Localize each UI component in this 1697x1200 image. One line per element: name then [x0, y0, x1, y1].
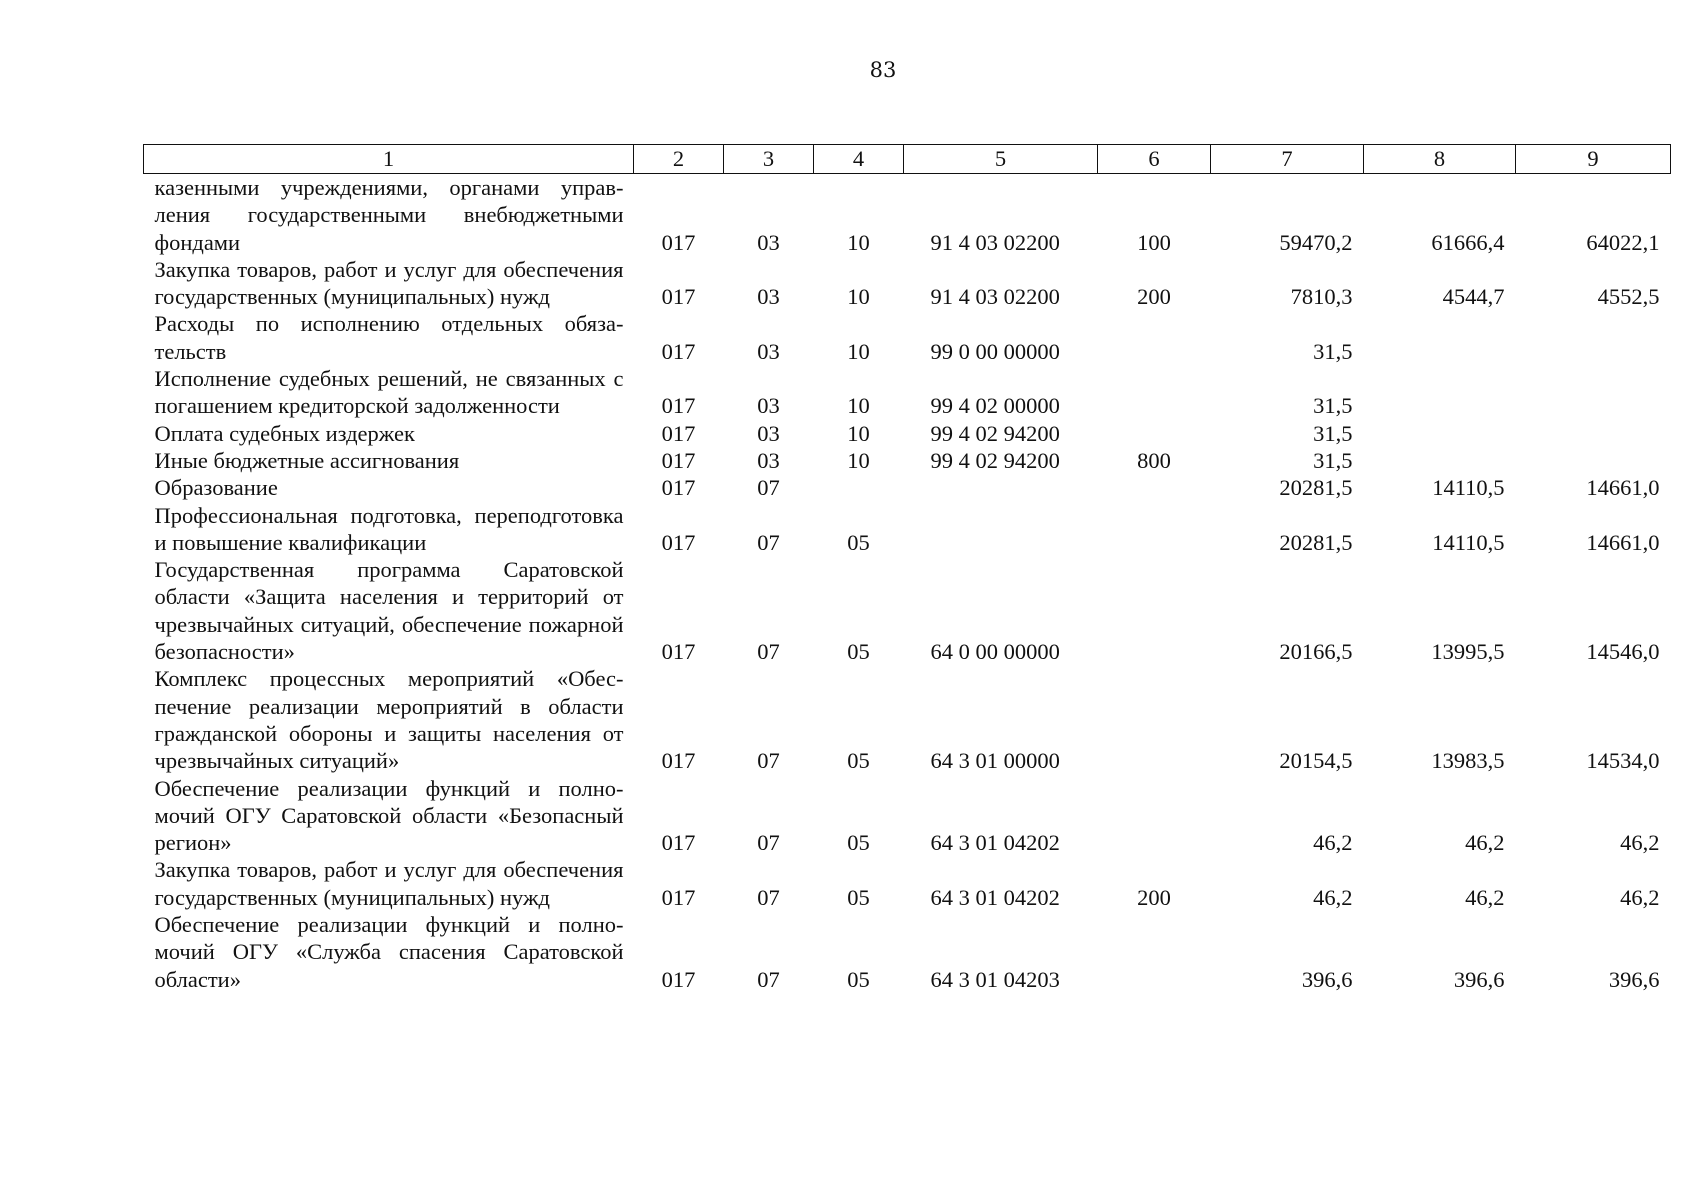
row-name: Комплекс процессных мероприятий «Обеспечение реализации мероприятий в области гражданской обороны и защиты населения от чрезвычайных ситуаций» — [154, 666, 624, 774]
row-expense-type — [1098, 420, 1211, 447]
row-section: 07 — [757, 830, 780, 856]
row-ved: 017 — [661, 639, 696, 665]
row-amount-9: 46,2 — [1620, 884, 1660, 910]
row-subsection: 10 — [847, 393, 870, 419]
header-cell-9: 9 — [1516, 145, 1671, 174]
row-target-article — [904, 474, 1098, 501]
row-ved: 017 — [661, 748, 696, 774]
row-subsection: 10 — [847, 420, 870, 446]
row-expense-type — [1098, 911, 1211, 993]
row-target-article: 64 3 01 04202 — [930, 830, 1060, 856]
row-target-article: 64 3 01 00000 — [930, 748, 1060, 774]
row-amount-9 — [1516, 365, 1671, 420]
row-name: Обеспечение реализации функций и полномочий ОГУ «Служба спасения Саратовской области» — [154, 912, 624, 992]
row-amount-8: 14110,5 — [1432, 475, 1505, 501]
row-subsection: 05 — [847, 884, 870, 910]
row-amount-7: 31,5 — [1313, 393, 1353, 419]
table-row — [144, 256, 1671, 311]
header-row — [144, 145, 1671, 174]
row-amount-8 — [1364, 365, 1516, 420]
budget-table — [143, 144, 1671, 993]
row-expense-type — [1098, 665, 1211, 774]
row-amount-9: 4552,5 — [1597, 284, 1660, 310]
row-amount-9: 46,2 — [1620, 830, 1660, 856]
table-row — [144, 911, 1671, 993]
table-row — [144, 474, 1671, 501]
row-target-article: 91 4 03 02200 — [930, 284, 1060, 310]
row-amount-9: 14661,0 — [1586, 529, 1660, 555]
row-expense-type — [1098, 556, 1211, 665]
row-amount-9: 14661,0 — [1586, 475, 1660, 501]
row-amount-9 — [1516, 447, 1671, 474]
row-section: 03 — [757, 284, 780, 310]
table-body — [144, 174, 1671, 993]
row-name: Обеспечение реализации функций и полномочий ОГУ Саратовской области «Безопасный регион» — [154, 775, 624, 856]
row-amount-8: 396,6 — [1453, 966, 1505, 992]
header-cell-4: 4 — [814, 145, 904, 174]
row-amount-9: 64022,1 — [1586, 229, 1660, 255]
row-ved: 017 — [661, 393, 696, 419]
row-name: Образование — [154, 475, 278, 501]
row-target-article: 64 3 01 04202 — [930, 884, 1060, 910]
row-ved: 017 — [661, 966, 696, 992]
table-row — [144, 556, 1671, 665]
row-expense-type — [1098, 502, 1211, 557]
row-expense-type: 100 — [1137, 229, 1171, 255]
row-subsection: 05 — [847, 830, 870, 856]
row-section: 07 — [757, 748, 780, 774]
row-target-article: 99 4 02 00000 — [930, 393, 1060, 419]
row-amount-8: 4544,7 — [1442, 284, 1505, 310]
row-amount-7: 59470,2 — [1279, 229, 1353, 255]
row-target-article: 99 4 02 94200 — [930, 447, 1060, 473]
row-amount-7: 7810,3 — [1290, 284, 1353, 310]
row-subsection — [814, 474, 904, 501]
row-target-article — [904, 502, 1098, 557]
row-name: Закупка товаров, работ и услуг для обеспечения государственных (муниципальных) нужд — [154, 857, 624, 910]
row-subsection: 10 — [847, 229, 870, 255]
row-name: Профессиональная подготовка, переподготовка и повышение квалификации — [154, 502, 624, 555]
table-row — [144, 447, 1671, 474]
row-expense-type: 200 — [1137, 284, 1171, 310]
table-row — [144, 502, 1671, 557]
table-row — [144, 856, 1671, 911]
row-amount-7: 46,2 — [1313, 884, 1353, 910]
row-section: 07 — [757, 966, 780, 992]
row-amount-7: 20154,5 — [1279, 748, 1353, 774]
row-amount-7: 31,5 — [1313, 420, 1353, 446]
row-amount-7: 31,5 — [1313, 447, 1353, 473]
row-section: 03 — [757, 229, 780, 255]
row-amount-7: 46,2 — [1313, 830, 1353, 856]
row-subsection: 05 — [847, 748, 870, 774]
row-section: 07 — [757, 639, 780, 665]
row-amount-8: 46,2 — [1465, 884, 1505, 910]
row-target-article: 91 4 03 02200 — [930, 229, 1060, 255]
row-ved: 017 — [661, 447, 696, 473]
row-amount-9: 396,6 — [1608, 966, 1660, 992]
row-amount-9: 14546,0 — [1586, 639, 1660, 665]
table-row — [144, 420, 1671, 447]
row-subsection: 05 — [847, 966, 870, 992]
row-ved: 017 — [661, 338, 696, 364]
row-expense-type — [1098, 365, 1211, 420]
row-ved: 017 — [661, 529, 696, 555]
row-name: Иные бюджетные ассигнования — [154, 447, 460, 473]
header-cell-1: 1 — [144, 145, 634, 174]
header-cell-6: 6 — [1098, 145, 1211, 174]
row-amount-7: 20166,5 — [1279, 639, 1353, 665]
row-subsection: 10 — [847, 338, 870, 364]
row-target-article: 64 3 01 04203 — [930, 966, 1060, 992]
row-target-article: 99 0 00 00000 — [930, 338, 1060, 364]
row-amount-7: 396,6 — [1301, 966, 1353, 992]
table-row — [144, 310, 1671, 365]
table-row — [144, 775, 1671, 857]
row-section: 03 — [757, 447, 780, 473]
row-section: 07 — [757, 884, 780, 910]
header-cell-5: 5 — [904, 145, 1098, 174]
row-ved: 017 — [661, 830, 696, 856]
row-amount-7: 20281,5 — [1279, 475, 1353, 501]
row-amount-8 — [1364, 310, 1516, 365]
row-section: 03 — [757, 338, 780, 364]
row-ved: 017 — [661, 420, 696, 446]
row-name: Исполнение судебных решений, не связанных с погашением кредиторской задолженности — [154, 366, 624, 419]
row-amount-9 — [1516, 310, 1671, 365]
page-number: 83 — [869, 58, 897, 82]
row-amount-8 — [1364, 420, 1516, 447]
row-subsection: 10 — [847, 284, 870, 310]
table-row — [144, 365, 1671, 420]
row-expense-type: 200 — [1137, 884, 1171, 910]
row-amount-7: 31,5 — [1313, 338, 1353, 364]
row-name: казенными учреждениями, органами управления государственными внебюджетными фондами — [154, 175, 624, 255]
row-amount-8 — [1364, 447, 1516, 474]
row-expense-type — [1098, 474, 1211, 501]
row-ved: 017 — [661, 884, 696, 910]
row-name: Оплата судебных издержек — [154, 420, 415, 446]
row-amount-8: 13995,5 — [1431, 639, 1505, 665]
row-expense-type — [1098, 775, 1211, 857]
row-name: Государственная программа Саратовской области «Защита населения и территорий от чрезвычайных ситуаций, обеспечение пожарной безопасности» — [154, 557, 624, 665]
row-amount-8: 14110,5 — [1432, 529, 1505, 555]
row-target-article: 99 4 02 94200 — [930, 420, 1060, 446]
row-target-article: 64 0 00 00000 — [930, 639, 1060, 665]
row-section: 03 — [757, 393, 780, 419]
row-ved: 017 — [661, 284, 696, 310]
row-name: Закупка товаров, работ и услуг для обеспечения государственных (муниципальных) нужд — [154, 256, 624, 310]
table-row — [144, 665, 1671, 774]
row-amount-8: 61666,4 — [1431, 229, 1505, 255]
row-section: 07 — [757, 529, 780, 555]
row-amount-8: 13983,5 — [1431, 748, 1505, 774]
row-subsection: 10 — [847, 447, 870, 473]
table-row — [144, 174, 1671, 256]
row-amount-9: 14534,0 — [1586, 748, 1660, 774]
row-amount-8: 46,2 — [1465, 830, 1505, 856]
row-amount-7: 20281,5 — [1279, 529, 1353, 555]
row-section: 03 — [757, 420, 780, 446]
header-cell-7: 7 — [1211, 145, 1364, 174]
row-subsection: 05 — [847, 529, 870, 555]
header-cell-3: 3 — [724, 145, 814, 174]
header-cell-8: 8 — [1364, 145, 1516, 174]
row-expense-type — [1098, 310, 1211, 365]
header-cell-2: 2 — [634, 145, 724, 174]
row-amount-9 — [1516, 420, 1671, 447]
table-header — [144, 145, 1671, 174]
row-ved: 017 — [661, 229, 696, 255]
row-subsection: 05 — [847, 639, 870, 665]
row-ved: 017 — [661, 475, 696, 501]
row-section: 07 — [757, 475, 780, 501]
row-name: Расходы по исполнению отдельных обязательств — [154, 311, 624, 364]
row-expense-type: 800 — [1137, 447, 1171, 473]
